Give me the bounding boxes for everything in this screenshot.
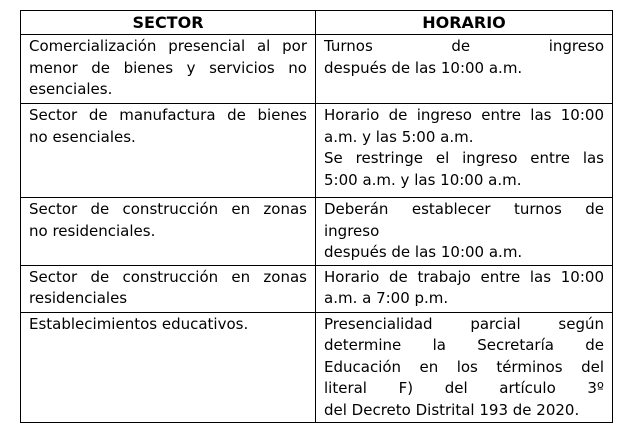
cell-text-line: Sector de manufactura de bienes [29, 106, 307, 124]
row-construccion-no-residencial [21, 198, 613, 266]
cell-text-line: determine la Secretaría de [324, 336, 604, 354]
cell-text-line: Horario de trabajo entre las 10:00 [324, 267, 604, 286]
horario-cell [316, 104, 613, 198]
cell-text-line: Sector de construcción en zonas [29, 267, 307, 286]
row-comercializacion [21, 35, 613, 104]
row-establecimientos-educativos [21, 312, 613, 423]
cell-text-line: Establecimientos educativos. [29, 314, 249, 333]
cell-text-line: Educación en los términos del [324, 357, 604, 376]
horario-cell [316, 265, 613, 312]
sector-cell [21, 312, 316, 423]
sector-cell [21, 35, 316, 104]
cell-text-line: menor de bienes y servicios no [29, 58, 307, 77]
cell-text-line: Deberán establecer turnos de [324, 200, 604, 218]
cell-text-line: 5:00 a.m. y las 10:00 a.m. [324, 170, 522, 189]
cell-text-line: Sector de construcción en zonas [29, 200, 307, 218]
cell-text-line: del Decreto Distrital 193 de 2020. [324, 400, 580, 419]
cell-text-line: a.m. y las 5:00 a.m. [324, 127, 474, 146]
row-construccion-residencial [21, 265, 613, 312]
cell-text-line: esenciales. [29, 80, 113, 98]
sector-cell [21, 198, 316, 266]
cell-text-line: no esenciales. [29, 127, 136, 146]
sector-cell [21, 104, 316, 198]
horario-cell [316, 198, 613, 266]
row-manufactura [21, 104, 613, 198]
sector-horario-table [20, 10, 613, 423]
cell-text-line: Horario de ingreso entre las 10:00 [324, 106, 604, 124]
cell-text-line: Turnos de ingreso [324, 37, 604, 55]
cell-text-line: Se restringe el ingreso entre las [324, 149, 604, 167]
cell-text-line: Presencialidad parcial según [324, 314, 604, 333]
cell-text-line: residenciales [29, 289, 128, 307]
cell-text-line: literal F) del artículo 3º [324, 379, 604, 397]
cell-text-line: no residenciales. [29, 221, 156, 240]
column-header-horario: HORARIO [316, 11, 613, 35]
cell-text-line: Comercialización presencial al por [29, 37, 307, 55]
sector-cell [21, 265, 316, 312]
cell-text-line: ingreso [324, 221, 380, 240]
cell-text-line: después de las 10:00 a.m. [324, 58, 523, 77]
column-header-sector: SECTOR [21, 11, 316, 35]
cell-text-line: después de las 10:00 a.m. [324, 243, 523, 261]
header-row [21, 11, 613, 35]
cell-text-line: a.m. a 7:00 p.m. [324, 289, 449, 307]
horario-cell [316, 35, 613, 104]
horario-cell [316, 312, 613, 423]
